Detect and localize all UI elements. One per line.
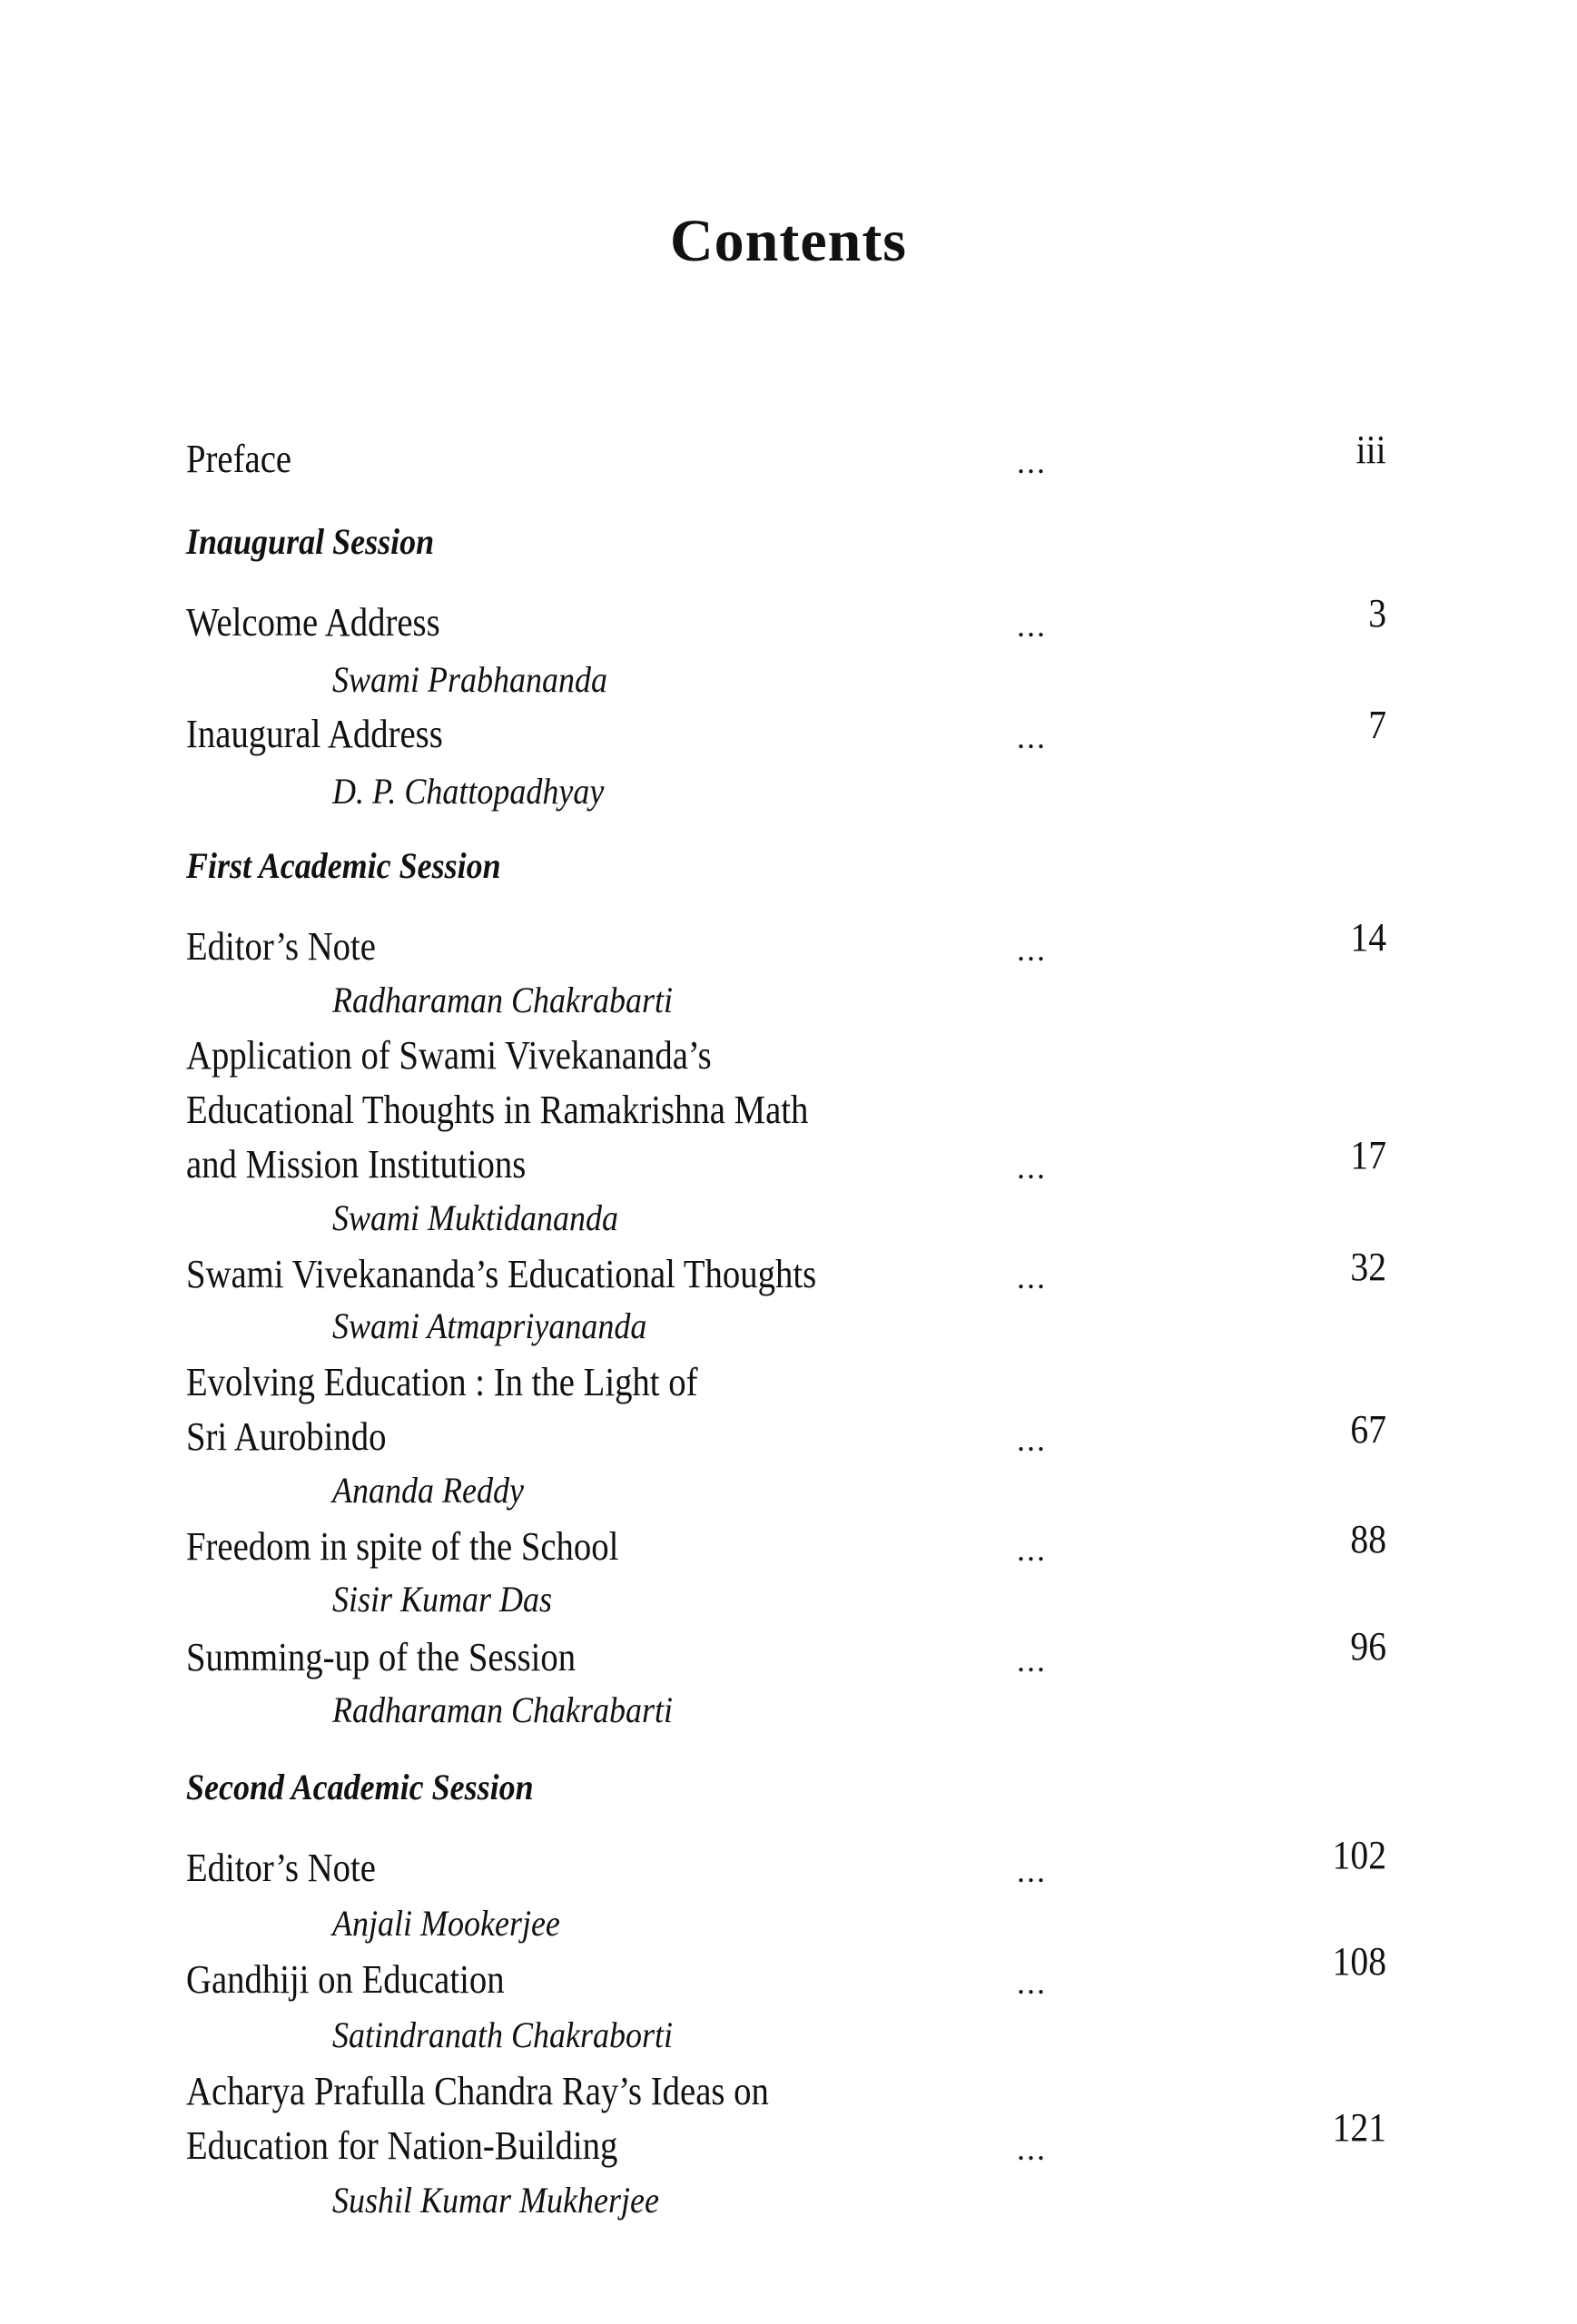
toc-author: [0, 1305, 1577, 1359]
page-number: 108: [1332, 1939, 1386, 1984]
leader-dots: ...: [1017, 1853, 1047, 1889]
entry-author: Radharaman Chakrabarti: [332, 980, 674, 1020]
leader-dots: ...: [1017, 1531, 1047, 1568]
entry-title-line: Sri Aurobindo: [186, 1414, 387, 1459]
leader-dots: ...: [1017, 1149, 1047, 1186]
entry-title: Freedom in spite of the School: [186, 1524, 619, 1569]
leader-dots: ...: [1017, 1965, 1047, 2001]
entry-title: Inaugural Address: [186, 712, 443, 756]
section-heading: First Academic Session: [186, 845, 501, 886]
leader-dots: ...: [1017, 1422, 1047, 1458]
entry-title-line: Educational Thoughts in Ramakrishna Math: [186, 1088, 809, 1132]
entry-title: Editor’s Note: [186, 1846, 376, 1890]
page-number: 32: [1350, 1245, 1386, 1289]
section-heading-inaugural: [0, 520, 1577, 575]
toc-entry[interactable]: [0, 1245, 1577, 1305]
page-title: Contents: [669, 208, 907, 274]
toc-entry[interactable]: [0, 1939, 1577, 2011]
entry-title: Preface: [186, 437, 292, 481]
entry-title: Swami Vivekananda’s Educational Thoughts: [186, 1252, 817, 1296]
entry-title: Gandhiji on Education: [186, 1957, 505, 2002]
section-heading-first-academic: [0, 844, 1577, 899]
leader-dots: ...: [1017, 719, 1047, 755]
toc-author: [0, 2014, 1577, 2068]
entry-author: Sushil Kumar Mukherjee: [332, 2180, 659, 2221]
toc-author: [0, 770, 1577, 824]
leader-dots: ...: [1017, 2131, 1047, 2167]
section-heading-second-academic: [0, 1766, 1577, 1820]
page-number: 88: [1350, 1517, 1386, 1561]
entry-title-line: Acharya Prafulla Chandra Ray’s Ideas on: [186, 2069, 769, 2113]
toc-entry[interactable]: [0, 1624, 1577, 1689]
toc-entry[interactable]: [0, 915, 1577, 978]
entry-author: Swami Prabhananda: [332, 659, 608, 700]
toc-entry[interactable]: [0, 591, 1577, 654]
toc-entry-continued[interactable]: [0, 1407, 1577, 1468]
entry-title: Editor’s Note: [186, 924, 376, 969]
toc-entry-continued[interactable]: [0, 1087, 1577, 1141]
entry-title-line: Evolving Education : In the Light of: [186, 1360, 698, 1404]
page-number: 102: [1332, 1833, 1386, 1877]
toc-entry-continued[interactable]: [0, 1133, 1577, 1196]
toc-entry[interactable]: [0, 1833, 1577, 1899]
page-number: 7: [1368, 703, 1386, 747]
entry-author: Ananda Reddy: [332, 1470, 524, 1511]
entry-title: Summing-up of the Session: [186, 1635, 577, 1679]
toc-entry[interactable]: [0, 1032, 1577, 1087]
toc-author: [0, 1578, 1577, 1632]
entry-author: Satindranath Chakraborti: [332, 2014, 674, 2055]
entry-title-line: Application of Swami Vivekananda’s: [186, 1033, 712, 1078]
page-number: 14: [1350, 915, 1386, 960]
toc-author: [0, 979, 1577, 1033]
toc-entry-continued[interactable]: [0, 2105, 1577, 2177]
page-number: 17: [1350, 1133, 1386, 1177]
page-number: iii: [1355, 428, 1386, 472]
toc-entry[interactable]: [0, 1359, 1577, 1413]
entry-author: Anjali Mookerjee: [332, 1903, 560, 1944]
entry-title-line: Education for Nation-Building: [186, 2123, 618, 2168]
toc-author: [0, 1689, 1577, 1743]
toc-author: [0, 1196, 1577, 1251]
toc-author: [0, 2179, 1577, 2233]
entry-author: Swami Muktidananda: [332, 1197, 618, 1238]
toc-author: [0, 1469, 1577, 1523]
toc-author: [0, 658, 1577, 713]
leader-dots: ...: [1017, 1259, 1047, 1295]
page-number: 3: [1368, 591, 1386, 635]
entry-title-line: and Mission Institutions: [186, 1142, 527, 1187]
entry-author: Sisir Kumar Das: [332, 1579, 553, 1620]
entry-author: Swami Atmapriyananda: [332, 1305, 647, 1346]
leader-dots: ...: [1017, 1642, 1047, 1679]
entry-title: Welcome Address: [186, 600, 440, 645]
leader-dots: ...: [1017, 931, 1047, 968]
entry-author: Radharaman Chakrabarti: [332, 1689, 674, 1730]
page-number: 121: [1332, 2105, 1386, 2150]
leader-dots: ...: [1017, 607, 1047, 644]
entry-author: D. P. Chattopadhyay: [332, 771, 605, 812]
toc-entry[interactable]: [0, 1517, 1577, 1578]
page-number: 67: [1350, 1407, 1386, 1452]
section-heading: Second Academic Session: [186, 1767, 534, 1807]
section-heading: Inaugural Session: [186, 521, 435, 562]
toc-entry-preface[interactable]: [0, 428, 1577, 490]
page-number: 96: [1350, 1624, 1386, 1669]
toc-entry[interactable]: [0, 703, 1577, 765]
leader-dots: ...: [1017, 444, 1047, 480]
